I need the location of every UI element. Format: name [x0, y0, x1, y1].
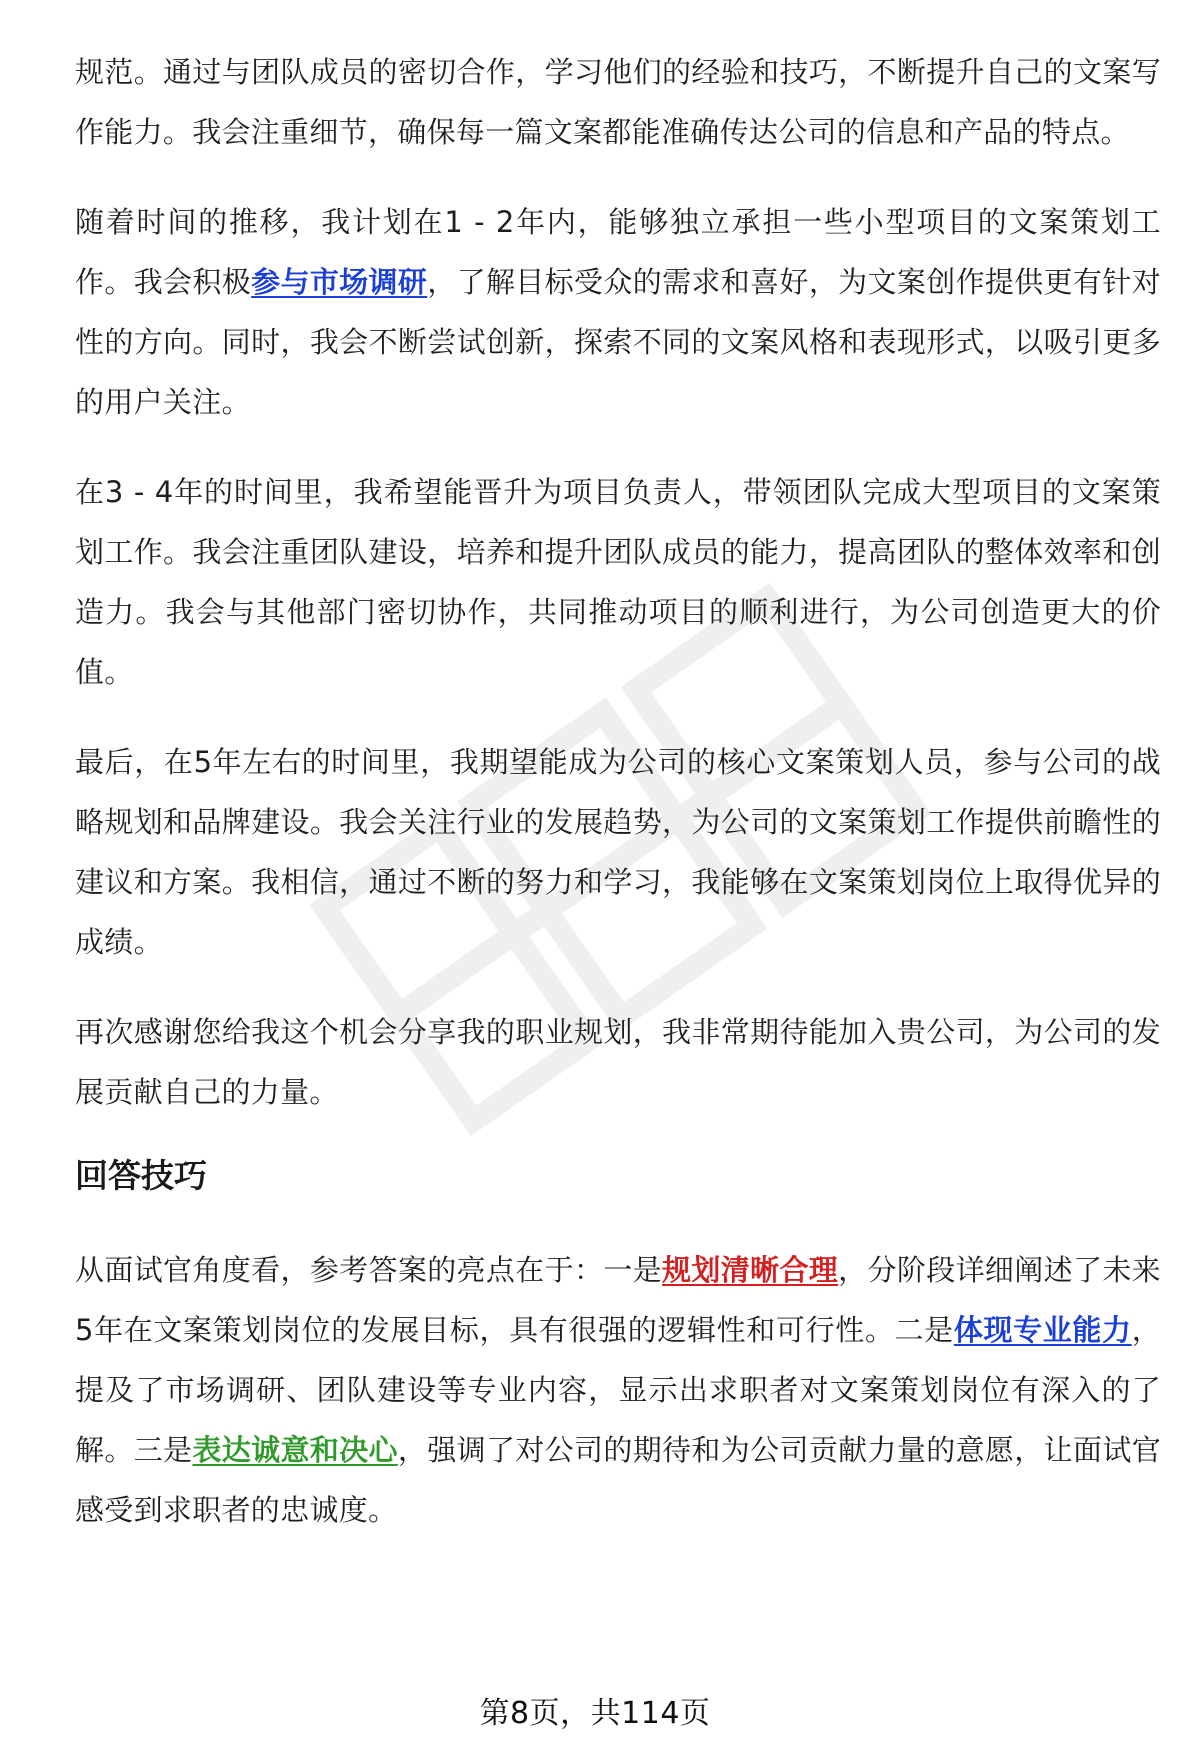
- tips-text-intro: 从面试官角度看，参考答案的亮点在于：一是: [75, 1253, 663, 1287]
- paragraph-1: 规范。通过与团队成员的密切合作，学习他们的经验和技巧，不断提升自己的文案写作能力。我会注重细节，确保每一篇文案都能准确传达公司的信息和产品的特点。: [75, 55, 1161, 149]
- tips-text-1: ，分阶段详细阐述了未来5年在文案策划岗位的发展目标，具有很强的逻辑性和可行性。二是: [75, 1253, 1161, 1347]
- tips-text-2: ，提及了市场调研、团队建设等专业内容，显示出求职者对文案策划岗位有深入的了解。三是: [75, 1313, 1161, 1467]
- paragraph-5: 再次感谢您给我这个机会分享我的职业规划，我非常期待能加入贵公司，为公司的发展贡献自己的力量。: [75, 1015, 1161, 1109]
- paragraph-2: [75, 192, 1161, 432]
- page-number: 第8页，共114页: [479, 1696, 711, 1731]
- keyword-clear-plan: 规划清晰合理: [662, 1253, 839, 1287]
- tips-text-3: ，强调了对公司的期待和为公司贡献力量的意愿，让面试官感受到求职者的忠诚度。: [75, 1433, 1161, 1527]
- keyword-sincerity: 表达诚意和决心: [192, 1433, 398, 1467]
- paragraph-2-text-b: ，了解目标受众的需求和喜好，为文案创作提供更有针对性的方向。同时，我会不断尝试创新，探索不同的文案风格和表现形式，以吸引更多的用户关注。: [75, 265, 1161, 419]
- paragraph-3: 在3 - 4年的时间里，我希望能晋升为项目负责人，带领团队完成大型项目的文案策划工作。我会注重团队建设，培养和提升团队成员的能力，提高团队的整体效率和创造力。我会与其他部门密切协作，共同推动项目的顺利进行，为公司创造更大的价值。: [75, 475, 1161, 689]
- section-title: 回答技巧: [75, 1156, 207, 1195]
- keyword-professional-ability: 体现专业能力: [953, 1313, 1132, 1347]
- keyword-market-research: 参与市场调研: [251, 265, 428, 299]
- paragraph-4: 最后，在5年左右的时间里，我期望能成为公司的核心文案策划人员，参与公司的战略规划和品牌建设。我会关注行业的发展趋势，为公司的文案策划工作提供前瞻性的建议和方案。我相信，通过不断的努力和学习，我能够在文案策划岗位上取得优异的成绩。: [75, 745, 1161, 959]
- tips-paragraph: [75, 1240, 1161, 1540]
- paragraph-2-text-a: 随着时间的推移，我计划在1 - 2年内，能够独立承担一些小型项目的文案策划工作。我会积极: [75, 205, 1161, 299]
- document-body: [75, 42, 1161, 1570]
